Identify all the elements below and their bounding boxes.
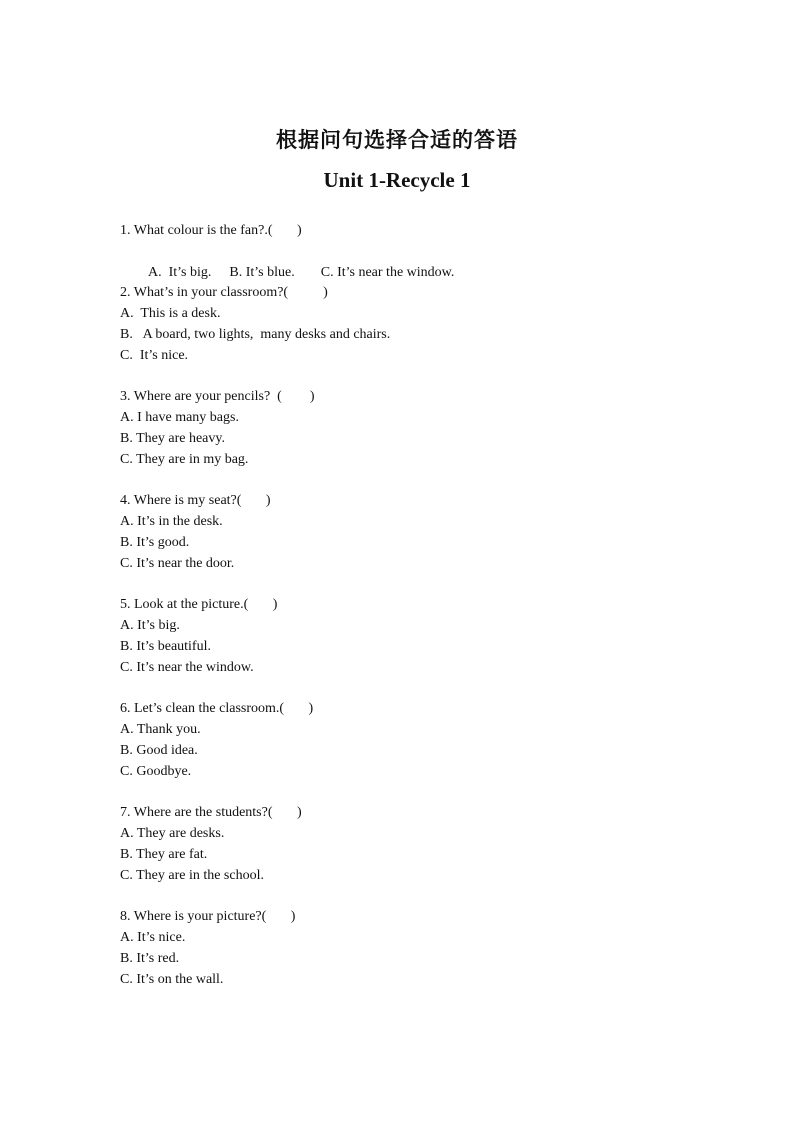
- option-b: B. A board, two lights, many desks and chairs.: [120, 327, 391, 342]
- question-6: [120, 698, 680, 782]
- option-a: A. They are desks.: [120, 826, 225, 841]
- question-7: [120, 802, 680, 886]
- page-title: 根据问句选择合适的答语: [276, 128, 518, 152]
- question-1: [120, 220, 680, 280]
- option-a: A. Thank you.: [120, 722, 201, 737]
- question-stem: 4. Where is my seat?( ): [120, 493, 271, 508]
- question-2: [120, 282, 680, 366]
- option-a: A. It’s in the desk.: [120, 514, 223, 529]
- question-stem: 2. What’s in your classroom?( ): [120, 285, 328, 300]
- option-c: C. It’s near the window.: [120, 660, 254, 675]
- option-c: C. It’s nice.: [120, 348, 189, 363]
- option-b: B. It’s beautiful.: [120, 639, 211, 654]
- question-stem: 6. Let’s clean the classroom.( ): [120, 701, 314, 716]
- page-subtitle: Unit 1-Recycle 1: [323, 168, 471, 192]
- option-c: C. Goodbye.: [120, 764, 192, 779]
- option-c: C. It’s near the window.: [320, 265, 455, 280]
- option-b: B. It’s blue.: [229, 265, 295, 280]
- option-a: A. I have many bags.: [120, 410, 239, 425]
- option-c: C. It’s on the wall.: [120, 972, 224, 987]
- option-b: B. It’s red.: [120, 951, 180, 966]
- question-4: [120, 490, 680, 574]
- option-b: B. They are heavy.: [120, 431, 225, 446]
- question-stem: 3. Where are your pencils? ( ): [120, 389, 315, 404]
- question-stem: 1. What colour is the fan?.( ): [120, 223, 302, 238]
- question-stem: 5. Look at the picture.( ): [120, 597, 278, 612]
- option-row: [120, 241, 680, 280]
- option-c: C. It’s near the door.: [120, 556, 235, 571]
- question-8: [120, 906, 680, 990]
- option-c: C. They are in the school.: [120, 868, 264, 883]
- question-3: [120, 386, 680, 470]
- question-5: [120, 594, 680, 678]
- question-list: [120, 220, 680, 1010]
- option-b: B. Good idea.: [120, 743, 198, 758]
- option-b: B. It’s good.: [120, 535, 190, 550]
- question-stem: 8. Where is your picture?( ): [120, 909, 296, 924]
- option-a: A. It’s nice.: [120, 930, 186, 945]
- option-a: A. It’s big.: [120, 618, 180, 633]
- option-c: C. They are in my bag.: [120, 452, 249, 467]
- option-b: B. They are fat.: [120, 847, 208, 862]
- option-a: A. It’s big.: [148, 265, 212, 280]
- option-a: A. This is a desk.: [120, 306, 221, 321]
- question-stem: 7. Where are the students?( ): [120, 805, 302, 820]
